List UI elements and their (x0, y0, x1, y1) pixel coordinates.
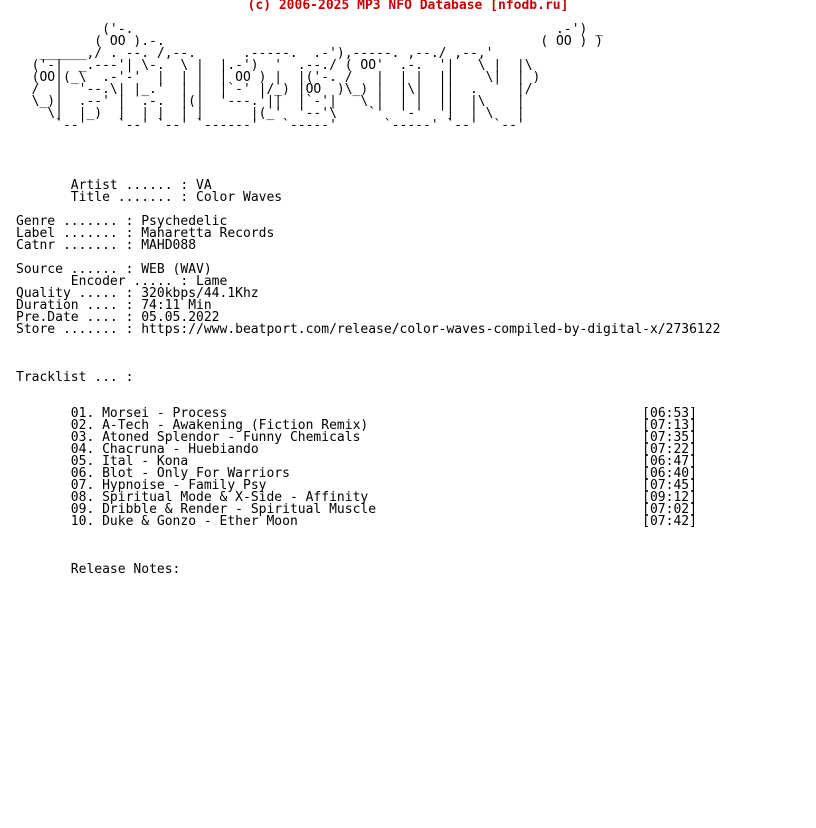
track-duration: [06:53] (642, 406, 697, 421)
title-label: Title ....... : (70, 190, 189, 205)
track-title: Morsei - Process (102, 406, 228, 421)
label-label: Label ....... : (16, 226, 134, 241)
track-number: 04. (70, 442, 95, 457)
track-number: 07. (70, 478, 95, 493)
store-label: Store ....... : (16, 322, 134, 337)
predate-value: 05.05.2022 (141, 310, 220, 325)
duration-value: 74:11 Min (141, 298, 212, 313)
tracklist-heading: Tracklist ... : (16, 370, 134, 385)
release-notes-heading: Release Notes: (70, 562, 181, 577)
artist-value: VA (196, 178, 212, 193)
track-duration: [06:40] (642, 466, 697, 481)
nfodb-banner: (c) 2006-2025 MP3 NFO Database [nfodb.ru] (247, 0, 569, 13)
track-title: Spiritual Mode & X-Side - Affinity (102, 490, 369, 505)
encoder-value: Lame (196, 274, 228, 289)
track-duration: [07:45] (642, 478, 697, 493)
track-title: Chacruna - Huebiando (102, 442, 259, 457)
store-link[interactable]: https://www.beatport.com/release/color-waves-compiled-by-digital-x/2736122 (141, 322, 721, 337)
nfo-text (16, 24, 720, 576)
track-number: 09. (70, 502, 95, 517)
track-duration: [07:13] (642, 418, 697, 433)
genre-value: Psychedelic (141, 214, 228, 229)
catnr-value: MAHD088 (141, 238, 197, 253)
track-title: Atoned Splendor - Funny Chemicals (102, 430, 361, 445)
track-row (16, 514, 697, 529)
quality-value: 320kbps/44.1Khz (141, 286, 259, 301)
track-duration: [07:22] (642, 442, 697, 457)
track-title: Hypnoise - Family Psy (102, 478, 267, 493)
track-duration: [07:42] (642, 514, 697, 529)
duration-label: Duration .... : (16, 298, 134, 313)
predate-label: Pre.Date .... : (16, 310, 134, 325)
track-title: Blot - Only For Warriors (102, 466, 290, 481)
track-number: 02. (70, 418, 95, 433)
track-duration: [09:12] (642, 490, 697, 505)
tracklist (16, 406, 697, 529)
quality-label: Quality ..... : (16, 286, 134, 301)
track-title: A-Tech - Awakening (Fiction Remix) (102, 418, 369, 433)
source-label: Source ...... : (16, 262, 134, 277)
track-title: Dribble & Render - Spiritual Muscle (102, 502, 377, 517)
catnr-label: Catnr ....... : (16, 238, 134, 253)
track-number: 10. (70, 514, 95, 529)
track-duration: [07:02] (642, 502, 697, 517)
track-title: Ital - Kona (102, 454, 189, 469)
track-duration: [07:35] (642, 430, 697, 445)
track-number: 01. (70, 406, 95, 421)
track-number: 05. (70, 454, 95, 469)
group-logo-ascii-art: ('-. .-') _ ( OO ).-. ( OO ) ) ______,/ . --. /,--. .-----. .-'),-----. ,--./ ,--,' ('-| _.---'| \-. \ | |.-') ' .--./ ( OO' .-. '| \ | |\ (OO|(_\ .-'-' | | | | OO ) | |('-. / | | | || \| | ) / | '--.\| |_.' | | |`-' |/_) |OO )\_) | |\| || . |/ \_)| .--' | .-. |(| '---.'|| |`-'| \ | | | || |\ | \| |_) | | | | | |(_' '--'\ `' '-' '| | \ | `--' `--' `--' `------' `-----' `-----' `--' `--' (31, 22, 603, 133)
title-value: Color Waves (196, 190, 283, 205)
label-value: Maharetta Records (141, 226, 275, 241)
encoder-label: Encoder ..... : (70, 274, 189, 289)
track-duration: [06:47] (642, 454, 697, 469)
track-number: 03. (70, 430, 95, 445)
track-number: 06. (70, 466, 95, 481)
source-value: WEB (WAV) (141, 262, 212, 277)
track-number: 08. (70, 490, 95, 505)
track-title: Duke & Gonzo - Ether Moon (102, 514, 298, 529)
artist-label: Artist ...... : (70, 178, 189, 193)
genre-label: Genre ....... : (16, 214, 134, 229)
